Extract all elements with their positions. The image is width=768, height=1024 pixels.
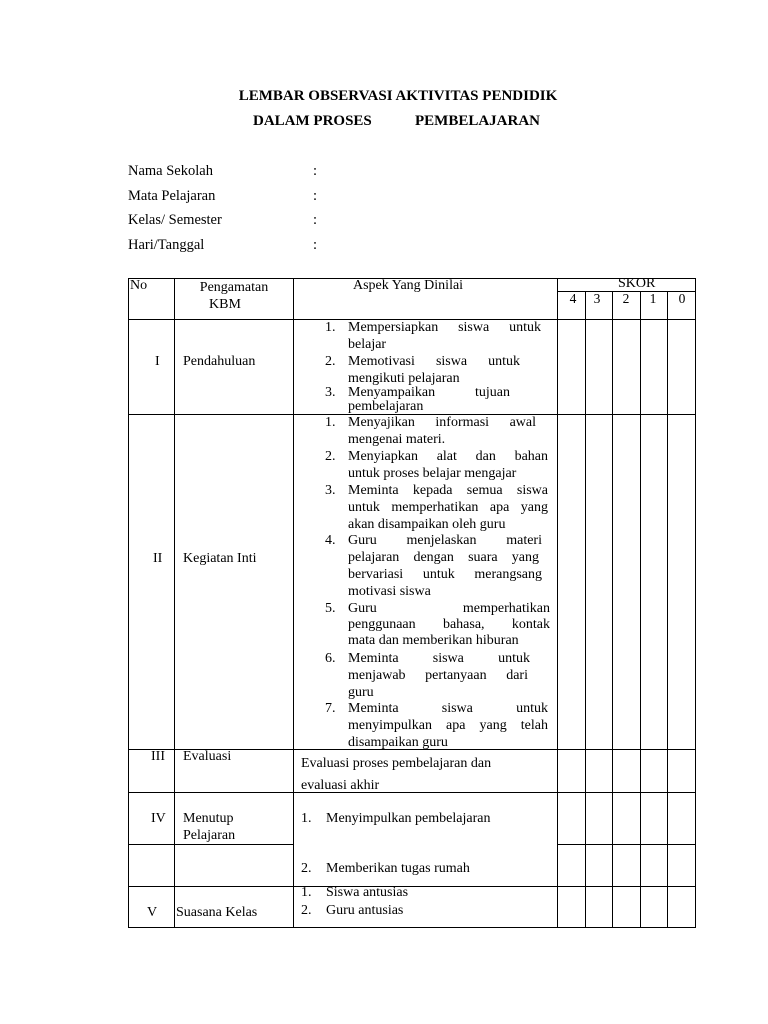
field-mata-pelajaran-label: Mata Pelajaran [128,188,216,204]
document-title: LEMBAR OBSERVASI AKTIVITAS PENDIDIK [238,88,558,104]
row-i-item-3-line-1: Menyampaikan tujuan [348,385,510,400]
table-row-iv-mid-left [128,844,294,845]
table-border-left [128,278,129,928]
row-i-number: I [155,354,160,369]
table-divider-kbm [293,278,294,928]
field-kelas-semester-colon: : [313,212,318,228]
field-nama-sekolah-label: Nama Sekolah [128,163,213,179]
row-ii-kbm: Kegiatan Inti [183,551,257,566]
table-divider-score-1 [667,292,668,928]
row-ii-item-3-line-3: akan disampaikan oleh guru [348,517,506,532]
row-ii-item-6-line-3: guru [348,685,374,700]
header-score-4: 4 [569,291,577,306]
row-i-item-2-number: 2. [325,354,336,369]
row-ii-item-2-number: 2. [325,449,336,464]
row-ii-item-2-line-1: Menyiapkan alat dan bahan [348,449,548,464]
row-ii-item-1-line-1: Menyajikan informasi awal [348,415,536,430]
row-iv-item-1-number: 1. [301,811,312,826]
row-i-kbm: Pendahuluan [183,354,256,369]
row-ii-item-5-line-3: mata dan memberikan hiburan [348,633,519,648]
header-no: No [130,278,148,293]
header-skor: SKOR [618,276,656,291]
row-ii-item-4-line-3: bervariasi untuk merangsang [348,567,542,582]
table-divider-aspek [557,278,558,928]
row-v-item-2-number: 2. [301,903,312,918]
row-ii-item-5-line-1: Guru memperhatikan [348,601,550,616]
table-border-right [695,278,696,928]
row-ii-item-4-line-2: pelajaran dengan suara yang [348,550,539,565]
field-mata-pelajaran-colon: : [313,188,318,204]
header-score-0: 0 [678,291,686,306]
row-iii-aspek-line-2: evaluasi akhir [301,778,380,793]
row-ii-item-5-line-2: penggunaan bahasa, kontak [348,617,550,632]
field-kelas-semester-label: Kelas/ Semester [128,212,222,228]
row-iv-kbm-line-2: Pelajaran [183,828,236,843]
table-row-iv-bottom [128,886,696,887]
row-iv-item-1-text: Menyimpulkan pembelajaran [326,811,491,826]
row-ii-item-4-line-1: Guru menjelaskan materi [348,533,542,548]
row-ii-item-6-line-1: Meminta siswa untuk [348,651,530,666]
field-nama-sekolah-colon: : [313,163,318,179]
row-ii-item-6-number: 6. [325,651,336,666]
row-i-item-3-number: 3. [325,385,336,400]
row-ii-item-3-line-1: Meminta kepada semua siswa [348,483,548,498]
row-i-item-1-number: 1. [325,320,336,335]
row-ii-item-3-line-2: untuk memperhatikan apa yang [348,500,548,515]
field-hari-tanggal-label: Hari/Tanggal [128,237,205,253]
row-i-item-2-line-2: mengikuti pelajaran [348,371,460,386]
row-iii-number: III [151,749,165,764]
row-i-item-1-line-2: belajar [348,337,387,352]
row-iv-kbm-line-1: Menutup [183,811,234,826]
row-ii-item-1-number: 1. [325,415,336,430]
row-ii-item-7-line-1: Meminta siswa untuk [348,701,548,716]
row-i-item-3-line-2: pembelajaran [348,399,424,414]
row-ii-item-6-line-2: menjawab pertanyaan dari [348,668,528,683]
header-aspek: Aspek Yang Dinilai [353,278,464,293]
table-divider-no [174,278,175,928]
row-ii-item-1-line-2: mengenai materi. [348,432,446,447]
row-v-item-1-text: Siswa antusias [326,885,409,900]
row-ii-number: II [153,551,163,566]
row-iv-number: IV [151,811,166,826]
document-subtitle-left: DALAM PROSES [253,113,372,129]
row-i-item-1-line-1: Mempersiapkan siswa untuk [348,320,541,335]
table-divider-score-2 [640,292,641,928]
header-pengamatan: Pengamatan [199,280,269,295]
row-v-item-1-number: 1. [301,885,312,900]
row-ii-item-4-line-4: motivasi siswa [348,584,431,599]
header-score-1: 1 [649,291,657,306]
row-iv-item-2-text: Memberikan tugas rumah [326,861,470,876]
row-v-number: V [147,905,158,920]
row-v-kbm: Suasana Kelas [176,905,258,920]
header-score-2: 2 [622,291,630,306]
field-hari-tanggal-colon: : [313,237,318,253]
row-iv-item-2-number: 2. [301,861,312,876]
row-iii-kbm: Evaluasi [183,749,232,764]
row-ii-item-2-line-2: untuk proses belajar mengajar [348,466,517,481]
row-ii-item-5-number: 5. [325,601,336,616]
table-row-iii-bottom [128,792,696,793]
row-ii-item-4-number: 4. [325,533,336,548]
row-i-item-2-line-1: Memotivasi siswa untuk [348,354,520,369]
row-ii-item-7-number: 7. [325,701,336,716]
row-ii-item-7-line-2: menyimpulkan apa yang telah [348,718,548,733]
row-ii-item-7-line-3: disampaikan guru [348,735,448,750]
row-iii-aspek-line-1: Evaluasi proses pembelajaran dan [301,756,492,771]
header-score-3: 3 [593,291,601,306]
row-ii-item-3-number: 3. [325,483,336,498]
document-subtitle-right: PEMBELAJARAN [415,113,541,129]
table-row-iv-mid-right [557,844,696,845]
table-divider-score-3 [612,292,613,928]
table-divider-score-4 [585,292,586,928]
row-v-item-2-text: Guru antusias [326,903,404,918]
header-kbm: KBM [209,297,241,312]
table-border-bottom [128,927,696,928]
